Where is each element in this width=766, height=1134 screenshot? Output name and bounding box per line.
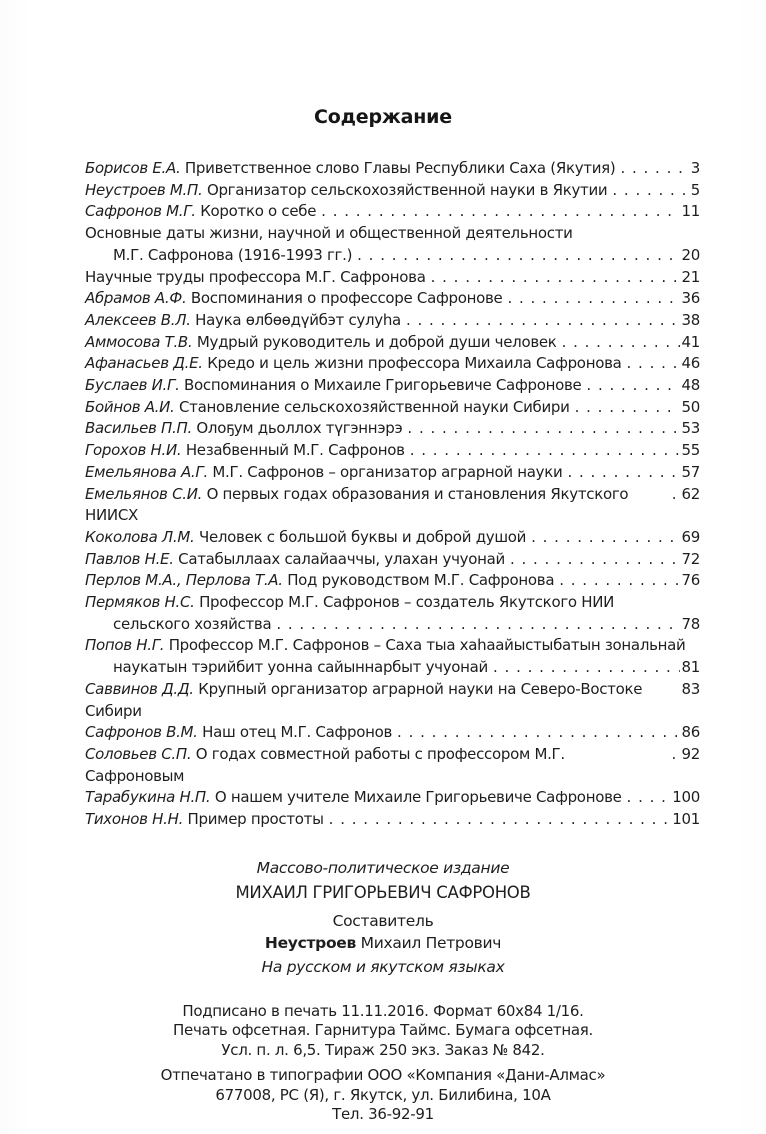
toc-entry-page: 5: [690, 180, 700, 199]
toc-entry-author: Сафронов В.М.: [85, 723, 203, 742]
imprint-phone: Тел. 36-92-91: [332, 1105, 434, 1124]
dot-leader: [493, 657, 679, 679]
toc-entry-text: [85, 592, 614, 614]
dot-leader: [620, 158, 688, 180]
toc-entry-title: Сатабыллаах салайааччы, улахан учуонай: [178, 549, 505, 568]
dot-leader: [575, 397, 680, 419]
toc-entry-title: Приветственное слово Главы Республики Саха (Якутия): [184, 159, 616, 177]
toc-entry-text: [85, 787, 622, 809]
toc-entry-line: [85, 787, 700, 809]
toc-entry-text: [85, 635, 686, 657]
dot-leader: [357, 245, 679, 267]
toc-entry-author: Тарабукина Н.П.: [85, 788, 215, 807]
toc-entry-text: [85, 353, 622, 375]
toc-entry-author: Коколова Л.М.: [85, 527, 199, 546]
toc-entry-continuation-text: сельского хозяйства: [113, 614, 272, 633]
toc-entry-title: Наука өлбөөдүйбэт сулуһа: [195, 310, 401, 329]
compiler-name-line: [0, 932, 766, 954]
imprint-print-date: Подписано в печать 11.11.2016. Формат 60х84 1/16.: [182, 1001, 584, 1020]
toc-entry-page: 57: [681, 462, 700, 481]
toc-entry-line: [85, 722, 700, 744]
toc-entry-author: Павлов Н.Е.: [85, 549, 179, 568]
toc-entry-title: Незабвенный М.Г. Сафронов: [185, 441, 405, 460]
toc-entry-continuation-text: наукатын тэрийбит уонна сайыннарбыт учуонай: [113, 658, 489, 677]
toc-entry-line: [85, 462, 700, 484]
toc-entry-text: [85, 397, 570, 419]
toc-entry-author: Бойнов А.И.: [85, 397, 179, 416]
toc-entry-page: 38: [681, 310, 700, 329]
toc-entry-line: [85, 440, 700, 462]
toc-entry-title: Воспоминания о Михаиле Григорьевиче Сафронове: [184, 376, 582, 395]
toc-entry-line: [85, 397, 700, 419]
toc-entry-page: 86: [681, 723, 700, 742]
toc-entry-title: Основные даты жизни, научной и общественной деятельности: [85, 224, 573, 243]
imprint-printer-address: 677008, РС (Я), г. Якутск, ул. Билибина, 10А: [215, 1085, 551, 1104]
toc-entry-text: [85, 158, 615, 180]
toc-entry-author: Горохов Н.И.: [85, 441, 186, 460]
toc-entry-text: [85, 418, 402, 440]
dot-leader: [507, 288, 679, 310]
toc-entry-line: [85, 310, 700, 332]
toc-entry: [85, 679, 700, 722]
toc-entry-line: [85, 570, 700, 592]
toc-entry-page: 101: [672, 810, 700, 829]
toc-entry-page: 50: [681, 397, 700, 416]
toc-entry: [85, 201, 700, 223]
toc-entry-text: [85, 440, 405, 462]
toc-entry-line: [85, 744, 700, 787]
toc-entry-line: [85, 527, 700, 549]
toc-entry-text: [85, 288, 502, 310]
toc-entry-title: Коротко о себе: [200, 202, 317, 221]
toc-entry-text: [85, 180, 607, 202]
toc-entry-title: Становление сельскохозяйственной науки Сибири: [179, 397, 570, 416]
toc-entry-line: [85, 635, 700, 657]
dot-leader: [672, 744, 680, 766]
toc-entry-text: [85, 809, 324, 831]
toc-entry: [85, 288, 700, 310]
toc-entry-continuation-text: М.Г. Сафронова (1916-1993 гг.): [113, 245, 353, 264]
toc-entry-author: Емельянова А.Г.: [85, 462, 213, 481]
toc-entry-text: [85, 375, 581, 397]
compiler-surname: Неустроев: [264, 933, 357, 952]
compiler-given-name: Михаил Петрович: [360, 933, 502, 952]
toc-entry: [85, 592, 700, 635]
dot-leader: [407, 418, 679, 440]
imprint-printer-name: Отпечатано в типографии ООО «Компания «Дани-Алмас»: [160, 1066, 606, 1085]
dot-leader: [559, 570, 679, 592]
toc-entry: [85, 484, 700, 527]
toc-entry-title: Олоҕум дьоллох түгэннэрэ: [196, 419, 403, 438]
toc-entry-page: 83: [681, 679, 700, 698]
dot-leader: [276, 614, 679, 636]
dot-leader: [431, 267, 680, 289]
toc-entry-page: 3: [690, 159, 700, 177]
toc-entry-text: [85, 267, 426, 289]
dot-leader: [672, 484, 680, 506]
compiler-label: Составитель: [332, 911, 434, 930]
toc-entry-author: Пермяков Н.С.: [85, 593, 200, 612]
toc-entry: [85, 722, 700, 744]
toc-entry-page: 36: [681, 289, 700, 308]
imprint-print-run: Усл. п. л. 6,5. Тираж 250 экз. Заказ № 842.: [221, 1040, 545, 1059]
toc-entry-text: [85, 223, 573, 245]
toc-entry-page: 100: [672, 788, 700, 807]
toc-entry-text: [85, 679, 667, 722]
toc-entry-page: 76: [681, 571, 700, 590]
toc-entry-author: Тихонов Н.Н.: [85, 810, 188, 829]
toc-entry-text: [85, 722, 392, 744]
toc-entry: [85, 809, 700, 831]
toc-entry-author: Васильев П.П.: [85, 419, 197, 438]
toc-entry-author: Попов Н.Г.: [85, 636, 169, 655]
toc-entry-title: Крупный организатор аграрной науки на Северо-Востоке Сибири: [85, 679, 643, 720]
book-title: МИХАИЛ ГРИГОРЬЕВИЧ САФРОНОВ: [235, 882, 531, 902]
toc-entry-author: Перлов М.А., Перлова Т.А.: [85, 571, 288, 590]
dot-leader: [567, 462, 679, 484]
dot-leader: [406, 310, 680, 332]
toc-entry-title: Научные труды профессора М.Г. Сафронова: [85, 267, 426, 286]
languages-note: На русском и якутском языках: [261, 957, 505, 976]
dot-leader: [627, 353, 680, 375]
toc-entry-author: Алексеев В.Л.: [85, 310, 196, 329]
dot-leader: [510, 549, 680, 571]
toc-entry-author: Борисов Е.А.: [85, 159, 185, 177]
toc-entry-title: Профессор М.Г. Сафронов – создатель Якутского НИИ: [199, 593, 615, 612]
toc-entry: [85, 375, 700, 397]
toc-entry-line: [85, 267, 700, 289]
toc-entry-title: Наш отец М.Г. Сафронов: [202, 723, 393, 742]
dot-leader: [410, 440, 680, 462]
toc-entry-line: [85, 549, 700, 571]
toc-entry-text: [85, 744, 667, 787]
toc-entry-page: 78: [681, 614, 700, 633]
toc-entry-continuation: [85, 245, 700, 267]
toc-entry-title: Под руководством М.Г. Сафронова: [287, 571, 555, 590]
dot-leader: [627, 787, 671, 809]
toc-entry-text: [85, 527, 526, 549]
toc-entry-line: [85, 418, 700, 440]
toc-entry: [85, 332, 700, 354]
toc-entry-title: О первых годах образования и становления Якутского НИИСХ: [85, 484, 629, 525]
toc-entry: [85, 267, 700, 289]
dot-leader: [612, 180, 688, 202]
toc-entry-page: 21: [681, 267, 700, 286]
toc-entry-page: 20: [681, 245, 700, 264]
toc-entry-text: [85, 462, 562, 484]
toc-entry-text: [85, 201, 316, 223]
toc-entry-page: 46: [681, 354, 700, 373]
toc-entry-author: Сафронов М.Г.: [85, 202, 201, 221]
toc-entry: [85, 180, 700, 202]
dot-leader: [321, 201, 679, 223]
toc-entry-title: О годах совместной работы с профессором М.Г. Сафроновым: [85, 744, 565, 785]
toc-entry: [85, 310, 700, 332]
toc-entry-page: 48: [681, 376, 700, 395]
toc-entry-continuation: [85, 614, 700, 636]
toc-entry-author: Емельянов С.И.: [85, 484, 207, 503]
imprint-print-type: Печать офсетная. Гарнитура Таймс. Бумага офсетная.: [173, 1021, 593, 1040]
edition-type-note: Массово-политическое издание: [256, 858, 510, 877]
toc-entry-text: [85, 484, 667, 527]
toc-entry-line: [85, 180, 700, 202]
toc-entry-author: Саввинов Д.Д.: [85, 679, 199, 698]
dot-leader: [397, 722, 679, 744]
toc-entry: [85, 570, 700, 592]
toc-entry-author: Афанасьев Д.Е.: [85, 354, 208, 373]
toc-entry-line: [85, 201, 700, 223]
toc-entry-page: 92: [681, 744, 700, 763]
toc-entry-title: Мудрый руководитель и доброй души человек: [196, 332, 557, 351]
toc-entry-continuation: [85, 657, 700, 679]
toc-entry-author: Неустроев М.П.: [85, 180, 207, 199]
toc-entry: [85, 440, 700, 462]
toc-entry-text: [85, 332, 557, 354]
colophon: [0, 857, 766, 978]
page-title: Содержание: [314, 106, 452, 128]
toc-entry-line: [85, 679, 700, 722]
toc-entry-title: Кредо и цель жизни профессора Михаила Сафронова: [207, 354, 622, 373]
toc-entry-title: Организатор сельскохозяйственной науки в Якутии: [206, 180, 608, 199]
toc-entry: [85, 397, 700, 419]
toc-entry-line: [85, 809, 700, 831]
toc-entry: [85, 353, 700, 375]
toc-entry-author: Буслаев И.Г.: [85, 376, 185, 395]
toc-entry-page: 11: [681, 202, 700, 221]
toc-entry-page: 81: [681, 658, 700, 677]
dot-leader: [562, 332, 680, 354]
toc-entry-line: [85, 158, 700, 180]
toc-entry-text: [85, 549, 505, 571]
toc-entry-title: Воспоминания о профессоре Сафронове: [190, 289, 503, 308]
toc-entry-author: Абрамов А.Ф.: [85, 289, 191, 308]
toc-entry: [85, 549, 700, 571]
toc-entry-page: 69: [681, 527, 700, 546]
toc-entry-title: О нашем учителе Михаиле Григорьевиче Сафронове: [214, 788, 622, 807]
toc-entry: [85, 158, 700, 180]
toc-entry-author: Аммосова Т.В.: [85, 332, 197, 351]
toc-entry-text: [85, 310, 401, 332]
imprint-block: [0, 1002, 766, 1125]
toc-entry: [85, 418, 700, 440]
dot-leader: [531, 527, 679, 549]
toc-entry-page: 55: [681, 441, 700, 460]
toc-entry-line: [85, 288, 700, 310]
toc-entry-page: 72: [681, 549, 700, 568]
toc-list: [85, 158, 700, 831]
toc-entry: [85, 223, 700, 266]
toc-entry-line: [85, 375, 700, 397]
toc-entry-author: Соловьев С.П.: [85, 744, 196, 763]
toc-entry-page: 62: [681, 484, 700, 503]
toc-entry: [85, 635, 700, 678]
toc-entry: [85, 744, 700, 787]
toc-entry-line: [85, 592, 700, 614]
toc-entry-text: [85, 570, 554, 592]
toc-entry-title: Человек с большой буквы и доброй душой: [198, 527, 527, 546]
toc-entry-title: Профессор М.Г. Сафронов – Саха тыа хаһаайыстыбатын зональнай: [168, 636, 686, 655]
toc-entry-title: Пример простоты: [187, 810, 324, 829]
toc-entry-page: 41: [681, 332, 700, 351]
toc-entry-title: М.Г. Сафронов – организатор аграрной науки: [212, 462, 563, 481]
toc-entry: [85, 527, 700, 549]
toc-entry: [85, 787, 700, 809]
toc-entry: [85, 462, 700, 484]
toc-entry-line: [85, 332, 700, 354]
toc-entry-page: 53: [681, 419, 700, 438]
toc-entry-line: [85, 223, 700, 245]
dot-leader: [329, 809, 671, 831]
toc-entry-line: [85, 353, 700, 375]
toc-entry-line: [85, 484, 700, 527]
dot-leader: [586, 375, 679, 397]
